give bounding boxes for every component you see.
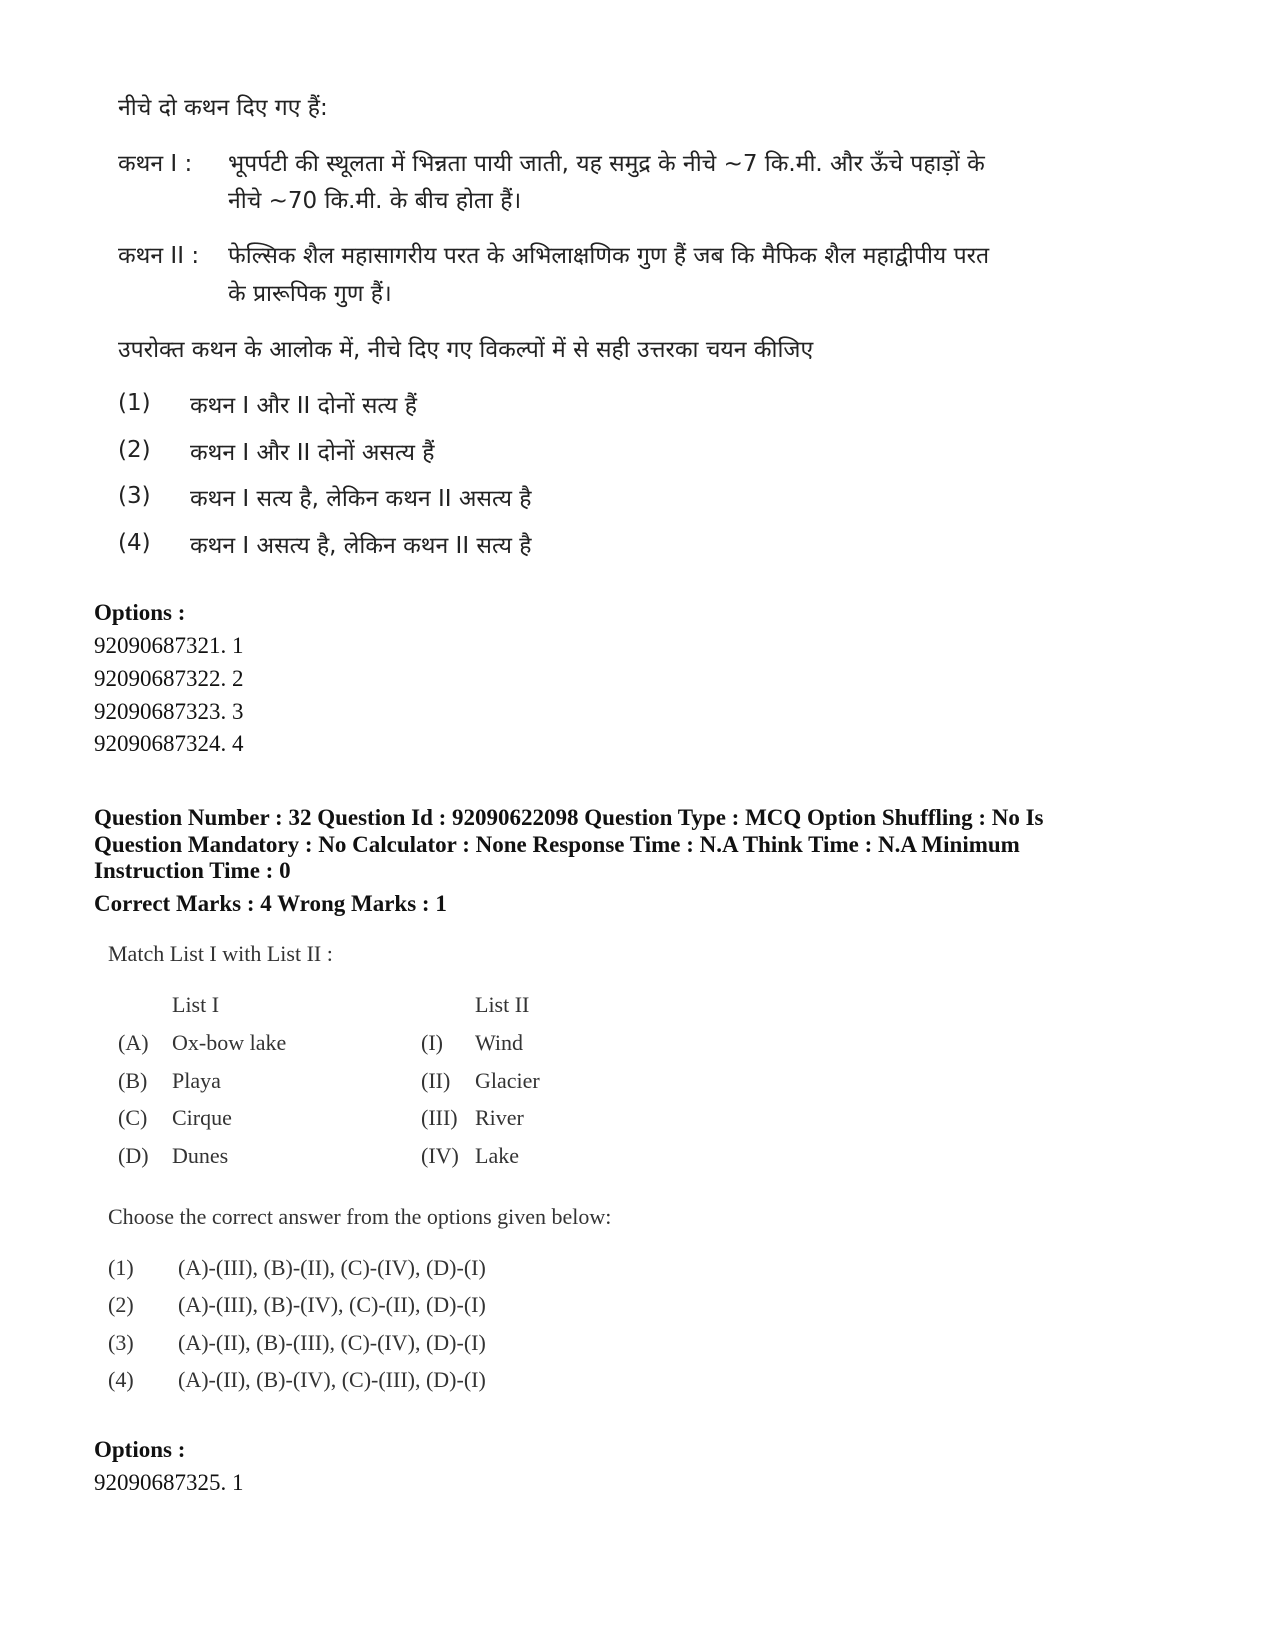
options-heading: Options : <box>94 600 186 625</box>
q31-choice-num: (3) <box>118 483 151 509</box>
statement-2-label: कथन II : <box>118 243 200 269</box>
q31-choice-text: कथन I सत्य है, लेकिन कथन II असत्य है <box>190 486 532 512</box>
q32-choice-num: (3) <box>108 1330 134 1355</box>
q32-prompt: Match List I with List II : <box>108 941 333 966</box>
match-t1-cell: Playa <box>172 1067 221 1093</box>
question-meta: Instruction Time : 0 <box>94 858 291 883</box>
match-t1-cell: Ox-bow lake <box>172 1030 287 1055</box>
match-t2-cell: Wind <box>475 1030 523 1055</box>
question-marks: Correct Marks : 4 Wrong Marks : 1 <box>94 891 447 916</box>
q32-choice-num: (2) <box>108 1292 134 1317</box>
list2-header: List II <box>475 992 530 1017</box>
q32-choice-num: (1) <box>108 1255 134 1280</box>
match-l1-cell: (C) <box>118 1105 148 1130</box>
q32-choice-text: (A)-(III), (B)-(IV), (C)-(II), (D)-(I) <box>178 1292 486 1317</box>
question-meta: Question Mandatory : No Calculator : None Response Time : N.A Think Time : N.A Minimum <box>94 832 1020 857</box>
q31-choice-num: (4) <box>118 530 151 556</box>
q31-choice-text: कथन I और II दोनों असत्य हैं <box>190 440 435 466</box>
q32-choice-text: (A)-(II), (B)-(III), (C)-(IV), (D)-(I) <box>178 1330 486 1355</box>
option-id: 92090687322. 2 <box>94 666 244 691</box>
statement-1-label: कथन I : <box>118 151 193 177</box>
option-id: 92090687323. 3 <box>94 699 244 724</box>
q32-choose: Choose the correct answer from the options given below: <box>108 1204 612 1229</box>
statement-1-line1: भूपर्पटी की स्थूलता में भिन्नता पायी जाती, यह समुद्र के नीचे ~7 कि.मी. और ऊँचे पहाड़ों के <box>228 151 985 177</box>
question-meta: Question Number : 32 Question Id : 92090622098 Question Type : MCQ Option Shuffling : No Is <box>94 805 1044 830</box>
q32-choice-num: (4) <box>108 1367 134 1392</box>
option-id: 92090687325. 1 <box>94 1470 244 1495</box>
match-l1-cell: (B) <box>118 1067 148 1093</box>
match-t2-cell: River <box>475 1105 524 1130</box>
statement-1-line2: नीचे ~70 कि.मी. के बीच होता हैं। <box>228 188 522 214</box>
q32-choice-text: (A)-(III), (B)-(II), (C)-(IV), (D)-(I) <box>178 1255 486 1280</box>
q31-choice-num: (2) <box>118 437 151 463</box>
match-l2-cell: (IV) <box>421 1142 459 1168</box>
option-id: 92090687324. 4 <box>94 731 244 756</box>
q31-choice-text: कथन I असत्य है, लेकिन कथन II सत्य है <box>190 533 532 559</box>
match-t2-cell: Lake <box>475 1142 519 1168</box>
match-l2-cell: (III) <box>421 1105 458 1130</box>
statement-2-line2: के प्रारूपिक गुण हैं। <box>228 281 392 307</box>
match-t2-cell: Glacier <box>475 1067 540 1093</box>
option-id: 92090687321. 1 <box>94 633 244 658</box>
match-t1-cell: Cirque <box>172 1105 232 1130</box>
q31-choice-text: कथन I और II दोनों सत्य हैं <box>190 393 417 419</box>
options-heading: Options : <box>94 1437 186 1462</box>
statement-2-line1: फेल्सिक शैल महासागरीय परत के अभिलाक्षणिक गुण हैं जब कि मैफिक शैल महाद्वीपीय परत <box>228 243 990 269</box>
match-l1-cell: (A) <box>118 1030 149 1055</box>
match-l1-cell: (D) <box>118 1142 149 1168</box>
q31-intro: नीचे दो कथन दिए गए हैं: <box>118 95 328 121</box>
match-l2-cell: (II) <box>421 1067 451 1093</box>
list1-header: List I <box>172 992 220 1017</box>
q32-choice-text: (A)-(II), (B)-(IV), (C)-(III), (D)-(I) <box>178 1367 486 1392</box>
match-t1-cell: Dunes <box>172 1142 229 1168</box>
q31-instruction: उपरोक्त कथन के आलोक में, नीचे दिए गए विकल्पों में से सही उत्तरका चयन कीजिए <box>118 337 814 363</box>
match-l2-cell: (I) <box>421 1030 443 1055</box>
q31-choice-num: (1) <box>118 390 151 416</box>
